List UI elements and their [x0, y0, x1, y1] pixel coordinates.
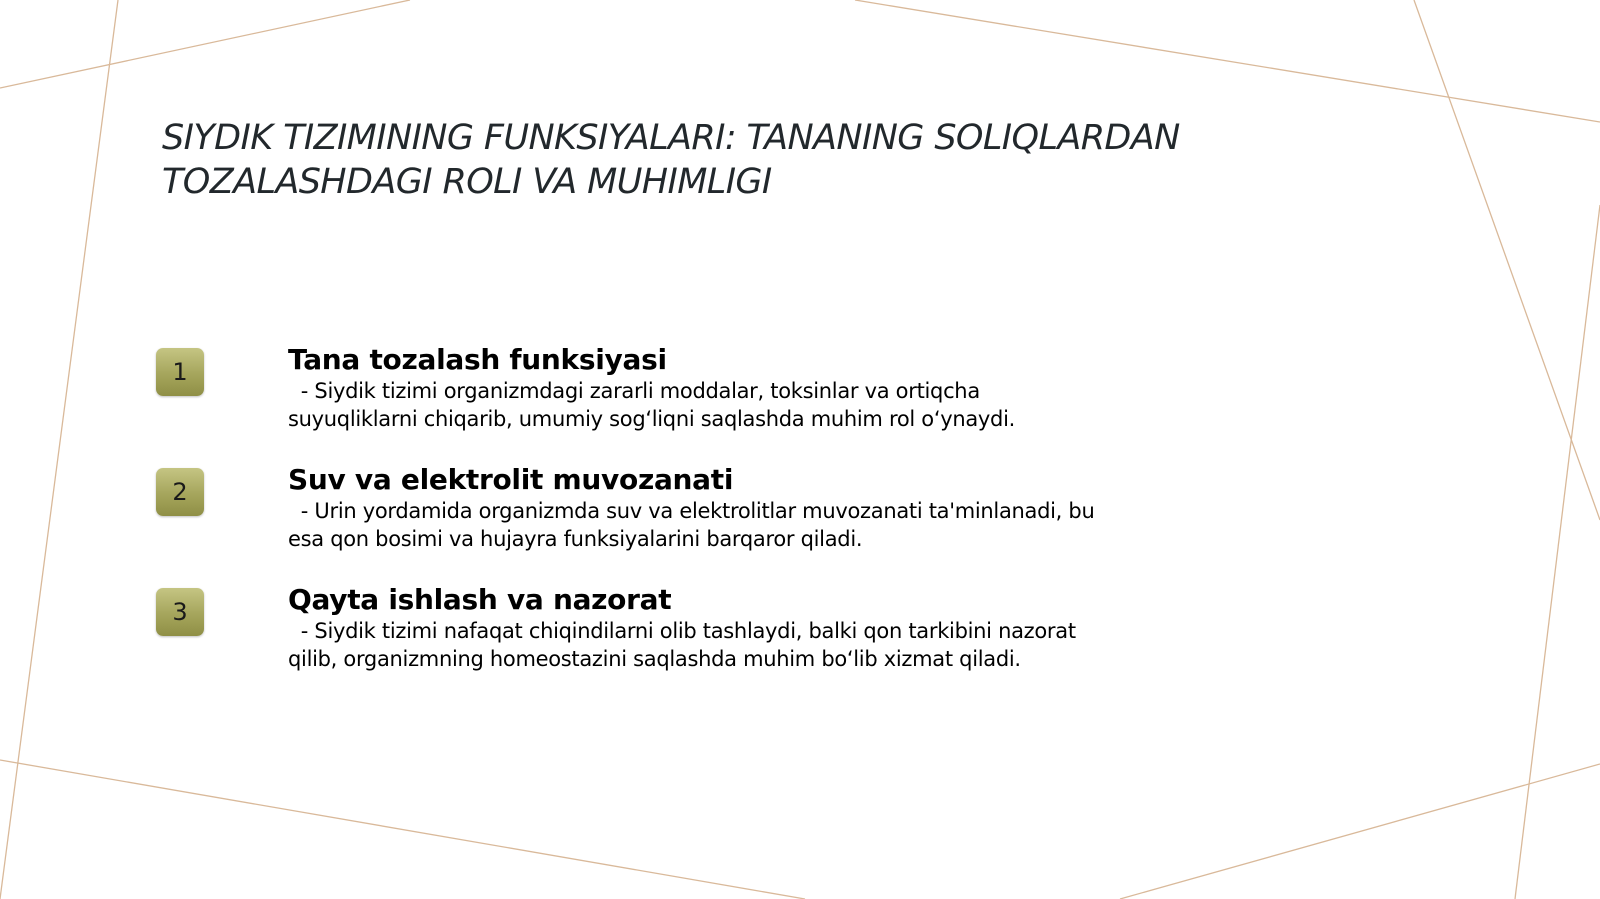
- number-badge: 1: [156, 348, 204, 396]
- number-badge: 3: [156, 588, 204, 636]
- slide-title: SIYDIK TIZIMINING FUNKSIYALARI: TANANING SOLIQLARDAN TOZALASHDAGI ROLI VA MUHIMLIGI: [162, 118, 1180, 202]
- item-description: - Siydik tizimi nafaqat chiqindilarni olib tashlaydi, balki qon tarkibini nazorat qilib, organizmning homeostazini saqlashda muhim bo‘lib xizmat qiladi.: [288, 619, 1083, 671]
- number-badge: 2: [156, 468, 204, 516]
- item-text: [288, 343, 1108, 433]
- item-description: - Siydik tizimi organizmdagi zararli moddalar, toksinlar va ortiqcha suyuqliklarni chiqarib, umumiy sog‘liqni saqlashda muhim rol o‘ynaydi.: [288, 379, 1015, 431]
- item-heading: Suv va elektrolit muvozanati: [288, 463, 734, 496]
- item-description: - Urin yordamida organizmda suv va elektrolitlar muvozanati ta'minlanadi, bu esa qon bosimi va hujayra funksiyalarini barqaror qiladi.: [288, 499, 1101, 551]
- item-text: [288, 463, 1108, 553]
- item-heading: Tana tozalash funksiyasi: [288, 343, 667, 376]
- item-heading: Qayta ishlash va nazorat: [288, 583, 672, 616]
- item-text: [288, 583, 1108, 673]
